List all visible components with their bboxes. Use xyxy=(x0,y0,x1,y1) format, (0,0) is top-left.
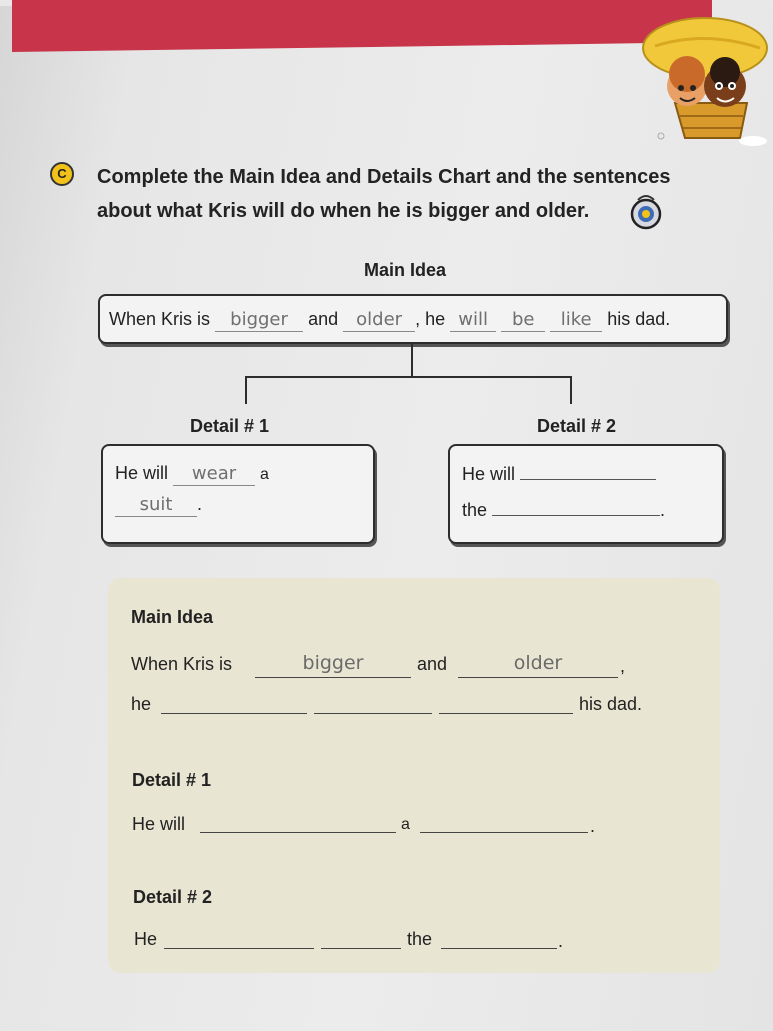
panel-blank-main-4[interactable] xyxy=(314,713,432,714)
detail1-answer-suit: suit xyxy=(115,494,197,517)
detail2-line1 xyxy=(462,463,656,485)
chart-detail1-label: Detail # 1 xyxy=(190,416,270,436)
panel-detail1-end: . xyxy=(590,816,596,836)
detail1-line2 xyxy=(115,494,202,517)
header-banner xyxy=(12,0,712,52)
panel-detail2-the: the xyxy=(407,929,433,949)
cd-audio-icon xyxy=(628,192,664,230)
detail1-end: . xyxy=(197,494,203,514)
instruction-line-1: Complete the Main Idea and Details Chart and the sentences xyxy=(97,166,671,188)
panel-detail1-he-will: He will xyxy=(132,814,186,834)
panel-blank-detail1-1[interactable] xyxy=(200,832,396,833)
panel-blank-main-1[interactable] xyxy=(255,677,411,678)
detail2-text-1: He will xyxy=(462,464,516,484)
detail1-text-2: a xyxy=(260,466,269,483)
mascot-illustration xyxy=(625,8,773,148)
detail2-box xyxy=(448,444,724,544)
main-idea-sentence xyxy=(109,309,670,332)
main-answer-be: be xyxy=(501,309,545,332)
panel-main-idea-title: Main Idea xyxy=(131,607,214,627)
main-text-4: his dad. xyxy=(607,309,671,329)
panel-blank-detail2-2[interactable] xyxy=(321,948,401,949)
main-text-2: and xyxy=(308,309,339,329)
detail1-line1 xyxy=(115,463,269,486)
detail2-blank-1[interactable] xyxy=(520,463,656,480)
detail1-answer-wear: wear xyxy=(173,463,255,486)
panel-main-line1-text: When Kris is xyxy=(131,654,233,674)
panel-blank-main-3[interactable] xyxy=(161,713,307,714)
detail2-blank-2[interactable] xyxy=(492,499,660,516)
chart-main-idea-label: Main Idea xyxy=(364,260,447,280)
connector-right xyxy=(570,376,572,404)
main-answer-bigger: bigger xyxy=(215,309,303,332)
detail2-end: . xyxy=(660,500,666,520)
panel-answer-bigger: bigger xyxy=(302,652,364,674)
panel-and: and xyxy=(417,654,448,674)
panel-blank-main-2[interactable] xyxy=(458,677,618,678)
panel-his-dad: his dad. xyxy=(579,694,643,714)
panel-answer-older: older xyxy=(513,652,563,674)
detail2-text-2: the xyxy=(462,500,488,520)
panel-detail2-title: Detail # 2 xyxy=(133,887,213,907)
panel-comma: , xyxy=(620,656,626,676)
connector-left xyxy=(245,376,247,404)
main-text-1: When Kris is xyxy=(109,309,211,329)
detail2-line2 xyxy=(462,499,665,521)
instruction-text xyxy=(97,160,717,228)
panel-blank-detail2-1[interactable] xyxy=(164,948,314,949)
panel-blank-detail2-3[interactable] xyxy=(441,948,557,949)
detail1-text-1: He will xyxy=(115,463,169,483)
panel-he: he xyxy=(131,694,152,714)
instruction-line-2: about what Kris will do when he is bigger and older. xyxy=(97,200,590,222)
connector-horizontal xyxy=(245,376,572,378)
chart-detail2-label: Detail # 2 xyxy=(537,416,617,436)
main-answer-will: will xyxy=(450,309,496,332)
connector-vertical xyxy=(411,342,413,377)
main-answer-older: older xyxy=(343,309,415,332)
panel-blank-detail1-2[interactable] xyxy=(420,832,588,833)
activity-badge: C xyxy=(50,162,74,186)
panel-detail1-a: a xyxy=(401,816,410,833)
panel-detail2-end: . xyxy=(558,931,564,951)
panel-detail1-title: Detail # 1 xyxy=(132,770,212,790)
main-text-3: , he xyxy=(415,309,446,329)
main-answer-like: like xyxy=(550,309,602,332)
panel-detail2-he: He xyxy=(134,929,158,949)
panel-blank-main-5[interactable] xyxy=(439,713,573,714)
